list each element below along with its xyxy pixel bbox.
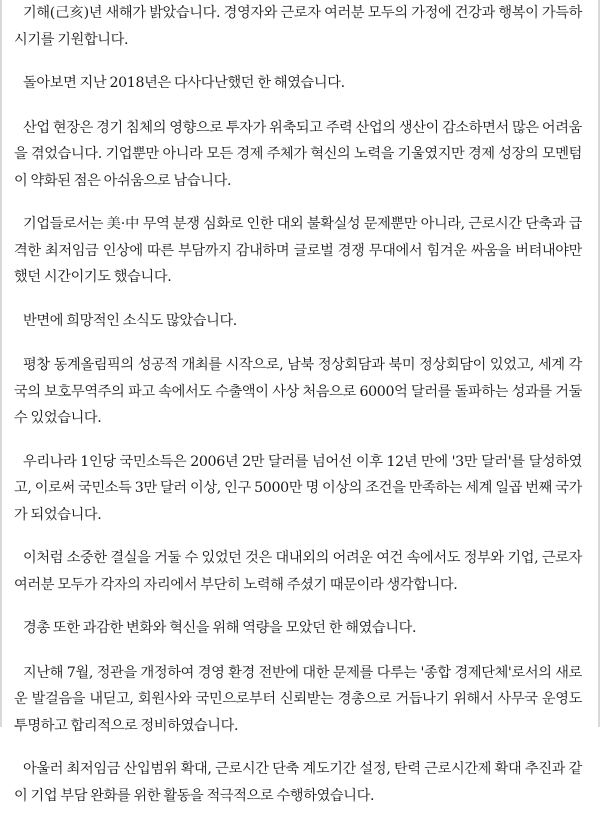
- paragraph-2018-review: 돌아보면 지난 2018년은 다사다난했던 한 해였습니다.: [23, 75, 345, 91]
- paragraph-burden-relief: 아울러 최저임금 산입범위 확대, 근로시간 단축 계도기간 설정, 탄력 근로시간제 확대 추진과 같이 기업 부담 완화를 위한 활동을 적극적으로 수행하였습니다.: [14, 761, 582, 804]
- paragraph-articles-amendment: 지난해 7월, 정관을 개정하여 경영 환경 전반에 대한 문제를 다루는 '종합 경제단체'로서의 새로운 발걸음을 내딛고, 회원사와 국민으로부터 신뢰받는 경총으로 거듭나기 위해서 사무국 운영도 투명하고 합리적으로 정비하였습니다.: [14, 664, 582, 734]
- paragraph-kef-change: 경총 또한 과감한 변화와 혁신을 위해 역량을 모았던 한 해였습니다.: [23, 620, 417, 636]
- paragraph-thanks: 이처럼 소중한 결실을 거둘 수 있었던 것은 대내외의 어려운 여건 속에서도 정부와 기업, 근로자 여러분 모두가 각자의 자리에서 부단히 노력해 주셨기 때문이라 생각합니다.: [14, 550, 582, 593]
- paragraph-trade-dispute: 기업들로서는 美·中 무역 분쟁 심화로 인한 대외 불확실성 문제뿐만 아니라, 근로시간 단축과 급격한 최저임금 인상에 따른 부담까지 감내하며 글로벌 경쟁 무대에서 힘겨운 싸움을 버텨내야만 했던 시간이기도 했습니다.: [14, 216, 582, 285]
- paragraph-national-income: 우리나라 1인당 국민소득은 2006년 2만 달러를 넘어선 이후 12년 만에 '3만 달러'를 달성하였고, 이로써 국민소득 3만 달러 이상, 인구 5000만 명 이상의 조건을 만족하는 세계 일곱 번째 국가가 되었습니다.: [14, 453, 582, 523]
- paragraph-industry-difficulties: 산업 현장은 경기 침체의 영향으로 투자가 위축되고 주력 산업의 생산이 감소하면서 많은 어려움을 겪었습니다. 기업뿐만 아니라 모든 경제 주체가 혁신의 노력을 기울였지만 경제 성장의 모멘텀이 약화된 점은 아쉬움으로 남습니다.: [14, 119, 582, 189]
- article-body: [14, 0, 582, 826]
- paragraph-hopeful-news: 반면에 희망적인 소식도 많았습니다.: [23, 312, 237, 329]
- paragraph-olympics-exports: 평창 동계올림픽의 성공적 개최를 시작으로, 남북 정상회담과 북미 정상회담이 있었고, 세계 각국의 보호무역주의 파고 속에서도 수출액이 사상 처음으로 6000억 달러를 돌파하는 성과를 거둘 수 있었습니다.: [14, 357, 582, 426]
- paragraph-new-year-greeting: 기해(己亥)년 새해가 밝았습니다. 경영자와 근로자 여러분 모두의 가정에 건강과 행복이 가득하시기를 기원합니다.: [14, 5, 582, 48]
